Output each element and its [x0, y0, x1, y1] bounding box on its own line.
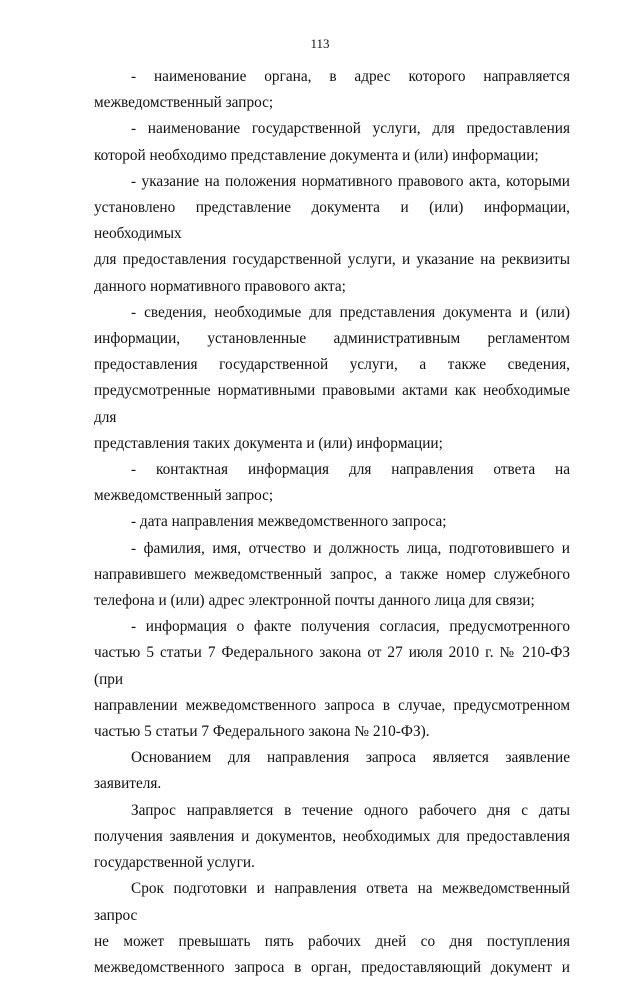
- paragraph-line: частью 5 статьи 7 Федерального закона № 210-ФЗ).: [94, 723, 430, 741]
- paragraph-line: предусмотренные нормативными правовыми актами как необходимые для: [94, 382, 570, 426]
- paragraph-line: телефона и (или) адрес электронной почты данного лица для связи;: [94, 592, 535, 610]
- paragraph-line: не может превышать пять рабочих дней со дня поступления: [94, 932, 570, 950]
- paragraph-line: Срок подготовки и направления ответа на межведомственный запрос: [94, 880, 570, 924]
- paragraph-line: которой необходимо представление документа и (или) информации;: [94, 146, 539, 164]
- paragraph-line: - контактная информация для направления ответа на: [131, 461, 570, 479]
- paragraph-line: представления таких документа и (или) информации;: [94, 434, 443, 452]
- paragraph-line: - наименование органа, в адрес которого направляется: [131, 68, 570, 85]
- paragraph-line: для предоставления государственной услуги, и указание на реквизиты: [94, 251, 570, 269]
- paragraph: [94, 509, 570, 535]
- paragraph-line: направлении межведомственного запроса в случае, предусмотренном: [94, 696, 570, 714]
- paragraph-line: установлено представление документа и (или) информации, необходимых: [94, 199, 570, 243]
- paragraph-line: межведомственного запроса в орган, предоставляющий документ и: [94, 958, 570, 976]
- paragraph-line: - сведения, необходимые для представления документа и (или): [131, 303, 570, 321]
- paragraph-line: информации, установленные административным регламентом: [94, 330, 570, 348]
- paragraph-line: предоставления государственной услуги, а также сведения,: [94, 356, 570, 374]
- paragraph-line: Основанием для направления запроса является заявление заявителя.: [94, 749, 570, 793]
- paragraph-line: получения заявления и документов, необходимых для предоставления: [94, 827, 570, 845]
- paragraph-line: государственной услуги.: [94, 854, 255, 872]
- paragraph: [94, 64, 570, 116]
- paragraph-line: межведомственный запрос;: [94, 94, 274, 112]
- page-number: 113: [310, 36, 330, 51]
- document-body: [94, 64, 570, 981]
- paragraph: [94, 536, 570, 615]
- paragraph-line: направившего межведомственный запрос, а также номер служебного: [94, 565, 570, 583]
- paragraph-line: частью 5 статьи 7 Федерального закона от 27 июля 2010 г. № 210-ФЗ (при: [94, 644, 570, 688]
- paragraph-line: Запрос направляется в течение одного рабочего дня с даты: [131, 801, 570, 819]
- paragraph: [94, 169, 570, 300]
- paragraph: [94, 798, 570, 877]
- paragraph: [94, 116, 570, 168]
- paragraph: [94, 614, 570, 745]
- paragraph-line: данного нормативного правового акта;: [94, 277, 346, 295]
- paragraph-line: - фамилия, имя, отчество и должность лица, подготовившего и: [131, 539, 570, 557]
- paragraph: [94, 457, 570, 509]
- paragraph: [94, 300, 570, 457]
- paragraph-line: - наименование государственной услуги, для предоставления: [131, 120, 570, 138]
- paragraph: [94, 876, 570, 981]
- paragraph-line: - информация о факте получения согласия, предусмотренного: [131, 618, 570, 636]
- paragraph-line: - указание на положения нормативного правового акта, которыми: [131, 172, 570, 190]
- paragraph-line: межведомственный запрос;: [94, 487, 274, 505]
- paragraph-line: - дата направления межведомственного запроса;: [131, 513, 447, 531]
- paragraph: [94, 745, 570, 797]
